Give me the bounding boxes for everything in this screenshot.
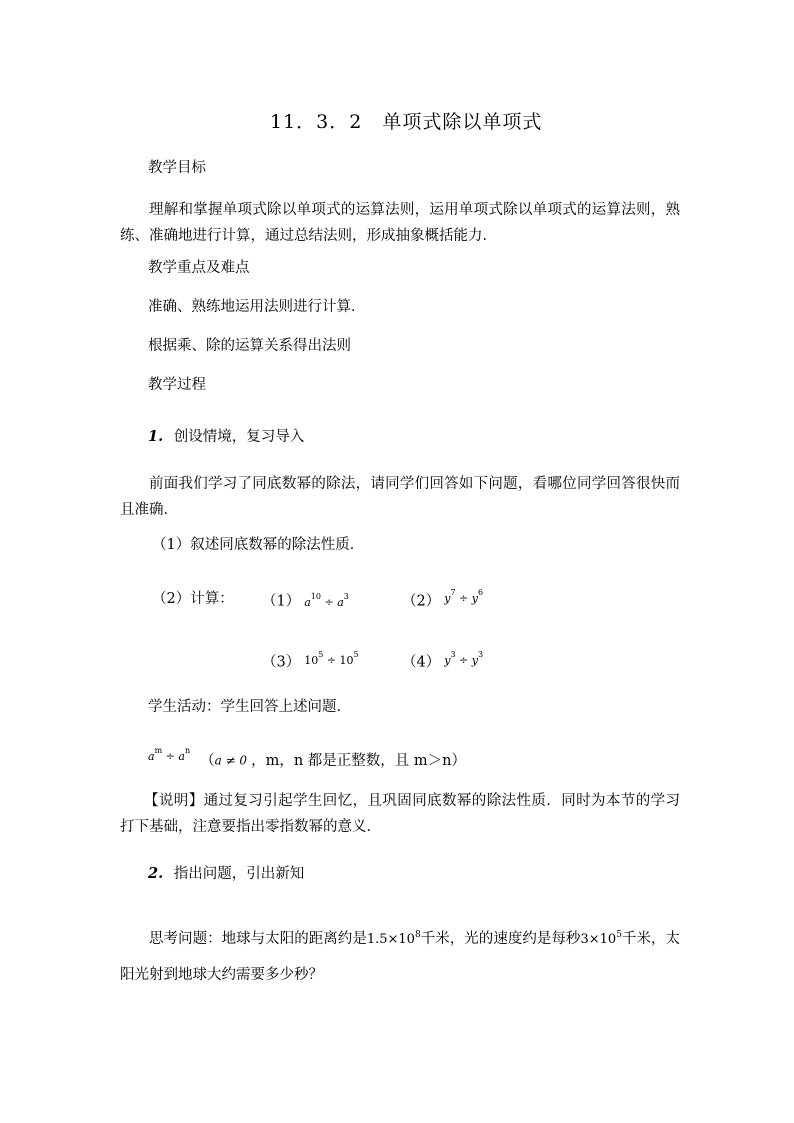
calc-4-base2: y (471, 653, 478, 667)
calc-3-exp2: 5 (353, 650, 359, 659)
question-2-label: （2）计算： (152, 591, 234, 607)
calc-item-3-expression (304, 650, 359, 667)
calc-3-base: 10 (304, 653, 319, 667)
calc-item-4-expression (444, 650, 484, 667)
step-2-label: 指出问题，引出新知 (173, 866, 305, 882)
calc-1-base: a (304, 595, 311, 609)
calc-2-base2: y (471, 591, 478, 605)
rule-base2: a (178, 749, 185, 763)
calc-4-op: ÷ (455, 653, 472, 667)
calc-1-exp: 10 (310, 592, 321, 601)
goals-paragraph: 理解和掌握单项式除以单项式的运算法则，运用单项式除以单项式的运算法则，熟练、准确地进行计算，通过总结法则，形成抽象概括能力． (120, 202, 680, 244)
calc-item-2 (402, 589, 483, 613)
step-1-label: 创设情境，复习导入 (173, 429, 305, 445)
section-heading-key-points: 教学重点及难点 (148, 260, 250, 276)
rule-op: ÷ (162, 749, 179, 763)
calc-item-1-number: （1） (262, 593, 301, 610)
step-1-number: 1. (148, 428, 164, 445)
step-1-heading (148, 427, 304, 447)
intro-paragraph: 前面我们学习了同底数幂的除法，请同学们回答如下问题，看哪位同学回答很快而且准确． (120, 476, 680, 518)
calc-item-2-expression (444, 588, 484, 605)
calc-3-op: ÷ (323, 653, 340, 667)
speed-exponent: 5 (616, 930, 622, 940)
calc-item-1 (262, 589, 349, 613)
distance-exponent: 8 (414, 930, 421, 940)
rule-exp: m (154, 746, 163, 755)
calc-2-base: y (444, 591, 451, 605)
distance-mantissa: 1.5×10 (366, 932, 415, 947)
calc-4-exp: 3 (450, 650, 456, 659)
question-part-2: 千米，光的速度约是每秒 (420, 931, 581, 947)
calc-item-3-number: （3） (262, 654, 301, 671)
thinking-question (120, 922, 680, 992)
page-title: 11．3．2 单项式除以单项式 (270, 111, 543, 133)
calc-2-exp2: 6 (477, 588, 484, 597)
rule-exp2: n (184, 746, 191, 755)
division-rule (148, 748, 466, 772)
calc-4-exp2: 3 (477, 650, 484, 659)
rule-cond-open: （ (200, 752, 215, 769)
question-1: （1）叙述同底数幂的除法性质． (152, 537, 365, 553)
section-heading-goals: 教学目标 (148, 160, 206, 176)
calc-item-2-number: （2） (402, 593, 441, 610)
rule-condition-math: a ≠ 0 (214, 753, 248, 768)
section-heading-process: 教学过程 (148, 377, 206, 393)
key-point-text: 准确、熟练地运用法则进行计算． (148, 299, 366, 315)
question-part-3: 千米，太阳光射到地球大约需要多少秒？ (120, 931, 681, 983)
calc-1-op: ÷ (320, 595, 338, 609)
calc-2-exp: 7 (450, 588, 456, 597)
speed-value (580, 932, 621, 947)
rule-expression (148, 746, 191, 763)
question-part-1: 思考问题：地球与太阳的距离约是 (149, 931, 367, 947)
calc-item-3 (262, 650, 359, 674)
calc-item-4 (402, 650, 483, 674)
distance-value (367, 932, 421, 947)
calc-4-base: y (444, 653, 451, 667)
calc-3-base2: 10 (339, 653, 354, 667)
calc-1-exp2: 3 (343, 592, 349, 601)
calc-item-1-expression (304, 592, 349, 609)
student-activity: 学生活动：学生回答上述问题． (148, 699, 351, 715)
rule-base: a (148, 749, 155, 763)
rule-condition-text: ，m，n 都是正整数，且 m＞n） (251, 752, 466, 769)
calc-item-4-number: （4） (402, 654, 441, 671)
calc-1-base2: a (337, 595, 344, 609)
calc-2-op: ÷ (455, 591, 472, 605)
step-2-number: 2. (148, 865, 164, 882)
speed-mantissa: 3×10 (580, 932, 617, 947)
difficulty-text: 根据乘、除的运算关系得出法则 (148, 338, 351, 354)
calc-3-exp: 5 (318, 650, 324, 659)
note-paragraph: 【说明】通过复习引起学生回忆，且巩固同底数幂的除法性质．同时为本节的学习打下基础，注意要指出零指数幂的意义． (120, 793, 680, 835)
step-2-heading (148, 864, 304, 884)
